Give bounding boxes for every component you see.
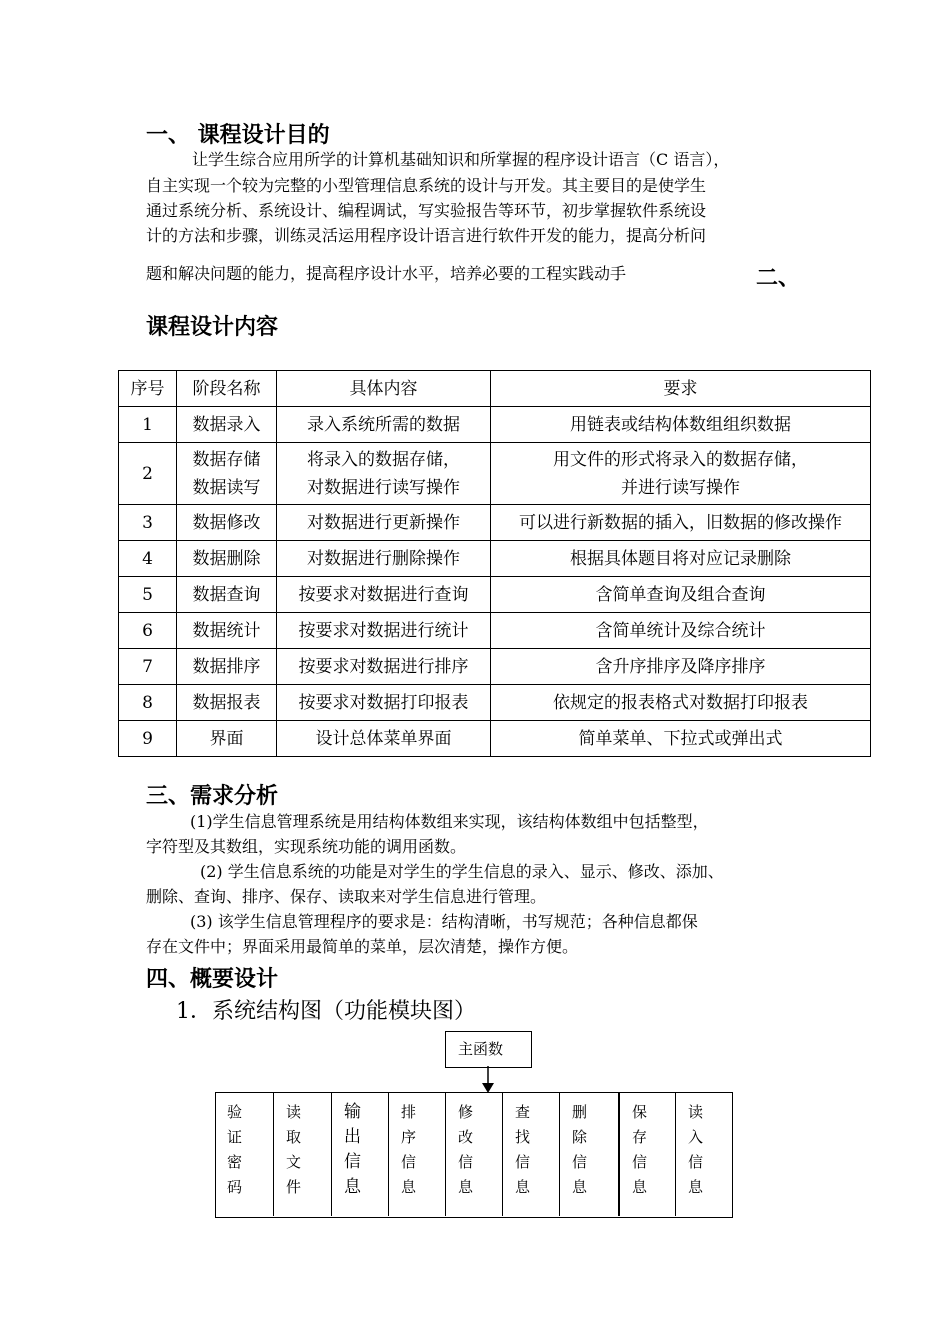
- s3-line-4: 删除、查询、排序、保存、读取来对学生信息进行管理。: [146, 887, 547, 906]
- connector-arrow: [478, 1066, 498, 1094]
- module-read-file: 读 取 文 件: [273, 1092, 331, 1216]
- cell-stage: 数据统计: [177, 613, 277, 649]
- cell-stage: 数据修改: [177, 505, 277, 541]
- s1-line-3: 通过系统分析、系统设计、编程调试，写实验报告等环节，初步掌握软件系统设: [146, 201, 707, 220]
- root-module-box: 主函数: [445, 1031, 532, 1068]
- cell-stage: 界面: [177, 721, 277, 757]
- table-row: [119, 577, 871, 613]
- cell-content: 按要求对数据打印报表: [277, 685, 491, 721]
- cell-index: 1: [119, 407, 177, 443]
- header-content: 具体内容: [277, 371, 491, 407]
- course-content-table: [118, 370, 871, 757]
- cell-requirement: 依规定的报表格式对数据打印报表: [491, 685, 871, 721]
- cell-content: 将录入的数据存储， 对数据进行读写操作: [277, 443, 491, 505]
- cell-requirement: 含简单查询及组合查询: [491, 577, 871, 613]
- table-row: [119, 443, 871, 505]
- cell-content: 录入系统所需的数据: [277, 407, 491, 443]
- cell-requirement: 可以进行新数据的插入，旧数据的修改操作: [491, 505, 871, 541]
- module-save-info: 保 存 信 息: [618, 1092, 675, 1216]
- section-4-title: 四、概要设计: [146, 967, 279, 992]
- table-row: [119, 407, 871, 443]
- cell-stage: 数据录入: [177, 407, 277, 443]
- module-modify-info: 修 改 信 息: [445, 1092, 502, 1216]
- cell-index: 8: [119, 685, 177, 721]
- cell-requirement: 根据具体题目将对应记录删除: [491, 541, 871, 577]
- cell-content: 按要求对数据进行查询: [277, 577, 491, 613]
- section-2-title-prefix: 二、: [756, 266, 801, 291]
- cell-stage: 数据查询: [177, 577, 277, 613]
- module-load-info: 读 入 信 息: [675, 1092, 733, 1216]
- s1-line-4: 计的方法和步骤，训练灵活运用程序设计语言进行软件开发的能力，提高分析问: [146, 226, 707, 245]
- cell-content: 按要求对数据进行排序: [277, 649, 491, 685]
- cell-content: 设计总体菜单界面: [277, 721, 491, 757]
- module-search-info: 查 找 信 息: [502, 1092, 559, 1216]
- s3-line-1: (1)学生信息管理系统是用结构体数组来实现，该结构体数组中包括整型，: [190, 812, 709, 831]
- cell-stage: 数据报表: [177, 685, 277, 721]
- cell-content: 对数据进行更新操作: [277, 505, 491, 541]
- s1-line-2: 自主实现一个较为完整的小型管理信息系统的设计与开发。其主要目的是使学生: [146, 176, 707, 195]
- cell-requirement: 用文件的形式将录入的数据存储， 并进行读写操作: [491, 443, 871, 505]
- cell-index: 3: [119, 505, 177, 541]
- cell-content: 对数据进行删除操作: [277, 541, 491, 577]
- section-1-title: 一、 课程设计目的: [146, 123, 330, 148]
- table-row: [119, 541, 871, 577]
- s3-line-6: 存在文件中；界面采用最简单的菜单，层次清楚，操作方便。: [146, 937, 579, 956]
- header-index: 序号: [119, 371, 177, 407]
- module-sort-info: 排 序 信 息: [388, 1092, 445, 1216]
- table-row: [119, 613, 871, 649]
- s3-line-2: 字符型及其数组，实现系统功能的调用函数。: [146, 837, 467, 856]
- section-3-title: 三、需求分析: [146, 784, 279, 809]
- cell-index: 7: [119, 649, 177, 685]
- cell-requirement: 含简单统计及综合统计: [491, 613, 871, 649]
- header-stage: 阶段名称: [177, 371, 277, 407]
- s1-line-1: 让学生综合应用所学的计算机基础知识和所掌握的程序设计语言（C 语言），: [192, 150, 730, 169]
- cell-index: 5: [119, 577, 177, 613]
- module-verify-password: 验 证 密 码: [227, 1103, 243, 1196]
- cell-index: 9: [119, 721, 177, 757]
- table-header-row: [119, 371, 871, 407]
- table-row: [119, 721, 871, 757]
- header-requirement: 要求: [491, 371, 871, 407]
- s3-line-3: (2) 学生信息系统的功能是对学生的学生信息的录入、显示、修改、添加、: [200, 862, 724, 881]
- cell-requirement: 简单菜单、下拉式或弹出式: [491, 721, 871, 757]
- module-delete-info: 删 除 信 息: [559, 1092, 618, 1216]
- cell-index: 2: [119, 443, 177, 505]
- s1-line-5: 题和解决问题的能力，提高程序设计水平，培养必要的工程实践动手: [146, 264, 627, 283]
- cell-stage: 数据删除: [177, 541, 277, 577]
- cell-index: 6: [119, 613, 177, 649]
- section-2-title: 课程设计内容: [146, 315, 279, 340]
- cell-index: 4: [119, 541, 177, 577]
- cell-requirement: 含升序排序及降序排序: [491, 649, 871, 685]
- module-output-info: 输 出 信 息: [331, 1092, 388, 1216]
- table-row: [119, 649, 871, 685]
- cell-requirement: 用链表或结构体数组组织数据: [491, 407, 871, 443]
- cell-stage: 数据存储 数据读写: [177, 443, 277, 505]
- table-row: [119, 505, 871, 541]
- table-row: [119, 685, 871, 721]
- section-4-subtitle: 1．系统结构图（功能模块图）: [176, 999, 476, 1024]
- cell-content: 按要求对数据进行统计: [277, 613, 491, 649]
- s3-line-5: (3) 该学生信息管理程序的要求是：结构清晰，书写规范；各种信息都保: [190, 912, 698, 931]
- cell-stage: 数据排序: [177, 649, 277, 685]
